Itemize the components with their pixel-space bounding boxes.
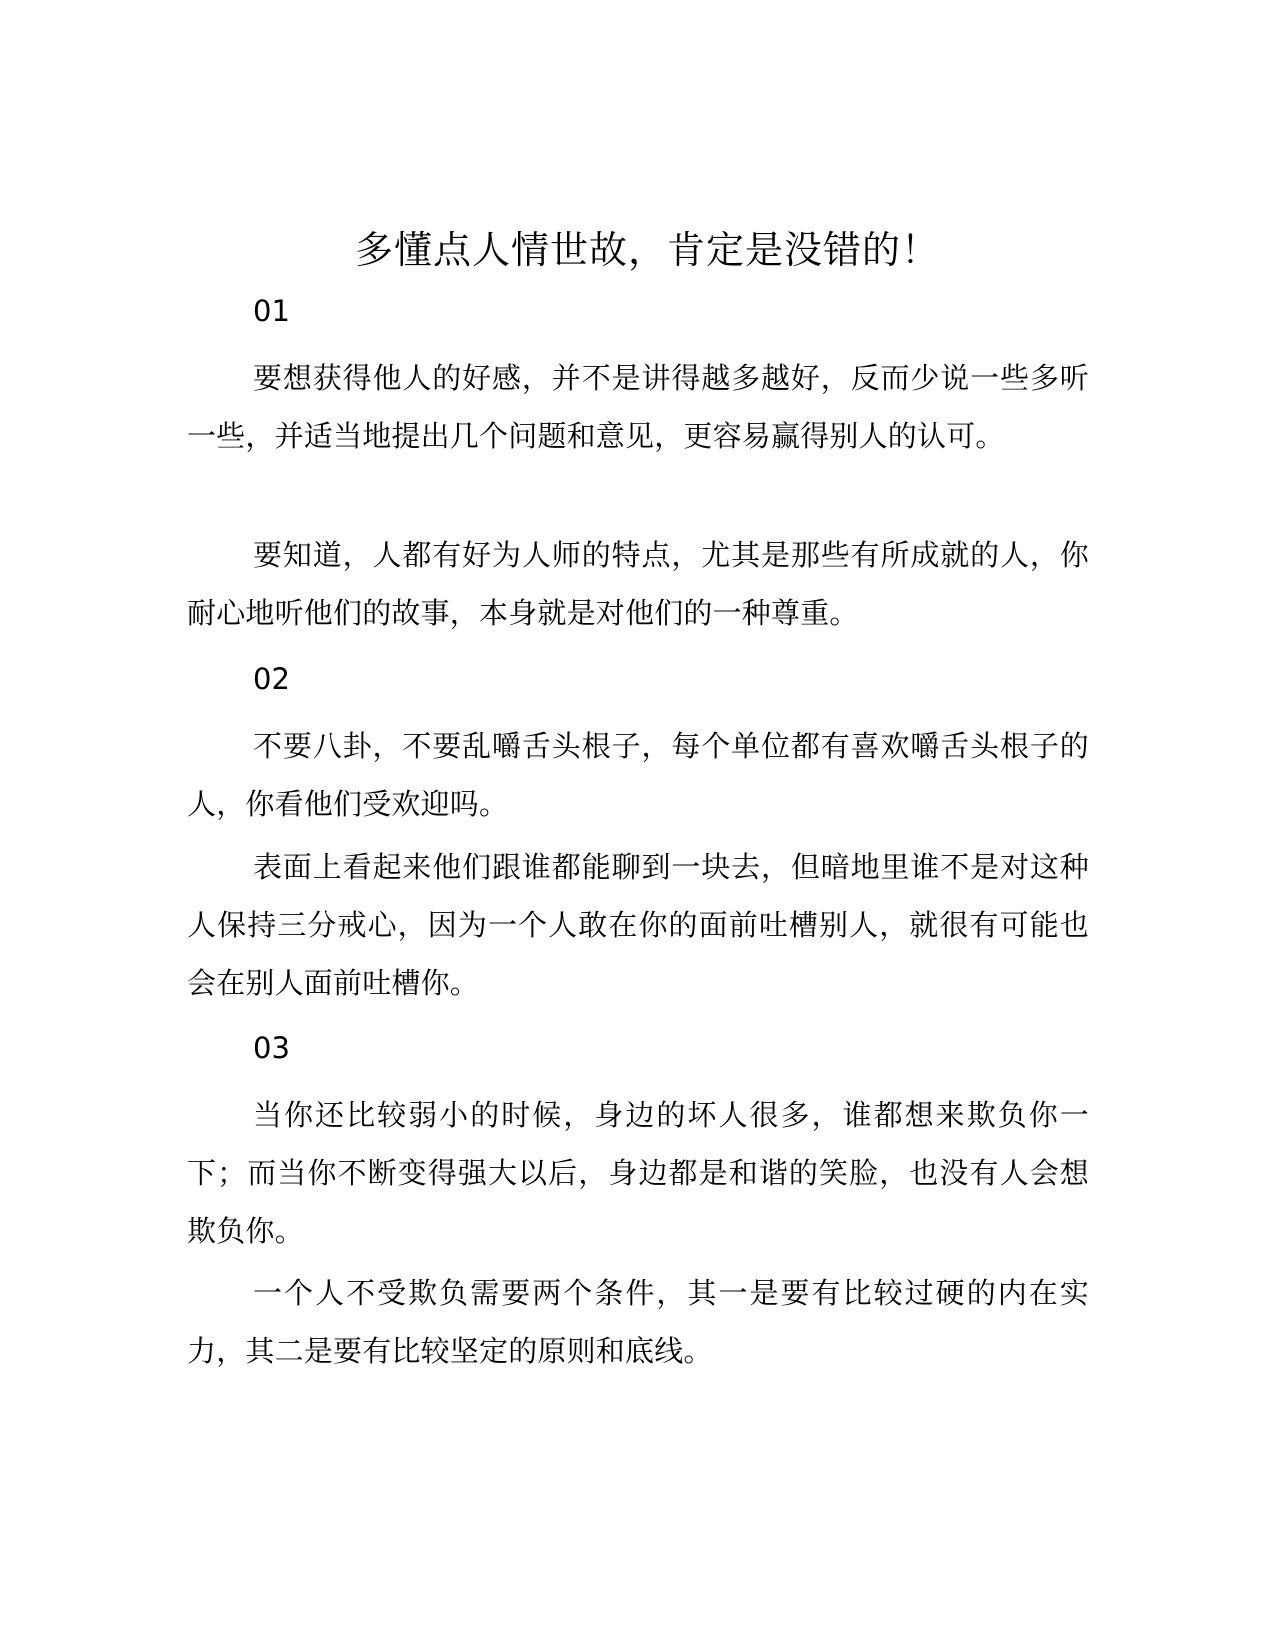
paragraph-4: 表面上看起来他们跟谁都能聊到一块去，但暗地里谁不是对这种人保持三分戒心，因为一个人敢在你的面前吐槽别人，就很有可能也会在别人面前吐槽你。 [187, 850, 1089, 1000]
paragraph-3: 不要八卦，不要乱嚼舌头根子，每个单位都有喜欢嚼舌头根子的人，你看他们受欢迎吗。 [187, 729, 1089, 821]
section-number-03: 03 [253, 1031, 290, 1065]
paragraph-2: 要知道，人都有好为人师的特点，尤其是那些有所成就的人，你耐心地听他们的故事，本身就是对他们的一种尊重。 [187, 538, 1089, 630]
paragraph-5: 当你还比较弱小的时候，身边的坏人很多，谁都想来欺负你一下；而当你不断变得强大以后，身边都是和谐的笑脸，也没有人会想欺负你。 [187, 1098, 1089, 1248]
paragraph-6: 一个人不受欺负需要两个条件，其一是要有比较过硬的内在实力，其二是要有比较坚定的原则和底线。 [187, 1276, 1089, 1368]
paragraph-1: 要想获得他人的好感，并不是讲得越多越好，反而少说一些多听一些，并适当地提出几个问题和意见，更容易赢得别人的认可。 [187, 361, 1089, 453]
section-number-01: 01 [253, 294, 290, 328]
section-number-02: 02 [253, 662, 290, 696]
document-title: 多懂点人情世故，肯定是没错的！ [354, 228, 940, 272]
